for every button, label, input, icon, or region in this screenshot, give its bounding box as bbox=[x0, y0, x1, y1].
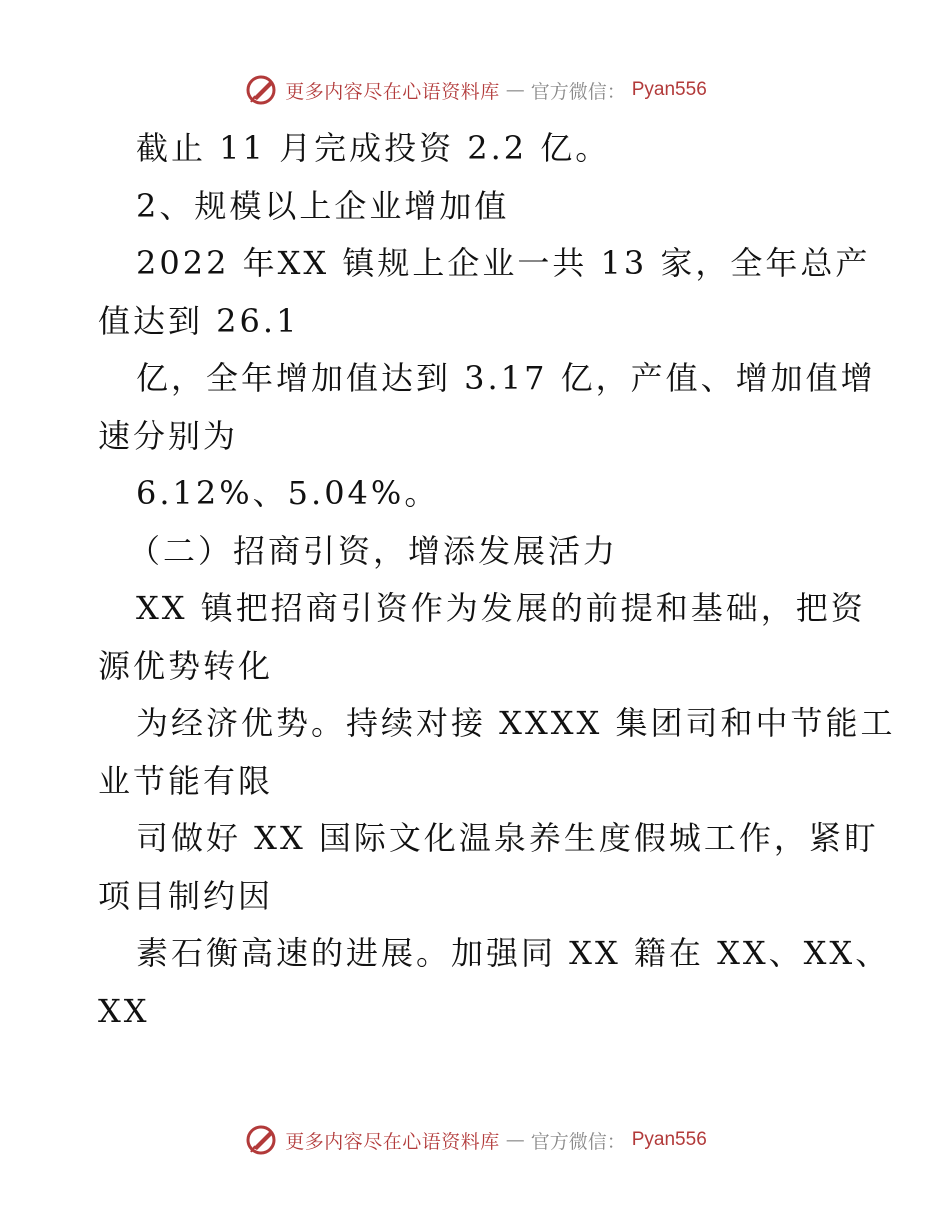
watermark-wechat-id: Pyan556 bbox=[631, 1129, 707, 1150]
text-line: 业节能有限 bbox=[98, 761, 274, 800]
text-line: 截止 11 月完成投资 2.2 亿。 bbox=[136, 129, 611, 167]
watermark-separator: — bbox=[505, 1129, 525, 1151]
text-line: 速分别为 bbox=[98, 416, 239, 455]
text-line: 6.12%、5.04%。 bbox=[136, 474, 440, 512]
header-watermark bbox=[0, 72, 950, 108]
text-line: XX bbox=[98, 991, 150, 1030]
watermark-text: 更多内容尽在心语资料库 bbox=[285, 1130, 500, 1153]
quill-logo-icon bbox=[243, 72, 279, 108]
footer-watermark bbox=[0, 1122, 950, 1158]
text-line: 为经济优势。持续对接 XXXX 集团司和中节能工 bbox=[136, 704, 896, 742]
document-body bbox=[98, 120, 896, 1040]
text-line: 值达到 26.1 bbox=[98, 301, 300, 340]
text-line: 司做好 XX 国际文化温泉养生度假城工作，紧盯 bbox=[136, 819, 879, 857]
watermark-label: 官方微信： bbox=[530, 1130, 626, 1153]
text-line: XX 镇把招商引资作为发展的前提和基础，把资 bbox=[136, 589, 866, 627]
section-heading: 2、规模以上企业增加值 bbox=[136, 186, 510, 225]
text-line: 项目制约因 bbox=[98, 876, 274, 915]
watermark-separator: — bbox=[505, 79, 525, 101]
text-line: 亿，全年增加值达到 3.17 亿，产值、增加值增 bbox=[136, 359, 876, 397]
section-heading: （二）招商引资，增添发展活力 bbox=[128, 531, 619, 570]
watermark-wechat-id: Pyan556 bbox=[631, 79, 707, 100]
watermark-label: 官方微信： bbox=[530, 80, 626, 103]
text-line: 2022 年XX 镇规上企业一共 13 家，全年总产 bbox=[136, 244, 871, 282]
quill-logo-icon bbox=[243, 1122, 279, 1158]
text-line: 源优势转化 bbox=[98, 646, 274, 685]
watermark-text: 更多内容尽在心语资料库 bbox=[285, 80, 500, 103]
text-line: 素石衡高速的进展。加强同 XX 籍在 XX、XX、 bbox=[136, 934, 891, 972]
